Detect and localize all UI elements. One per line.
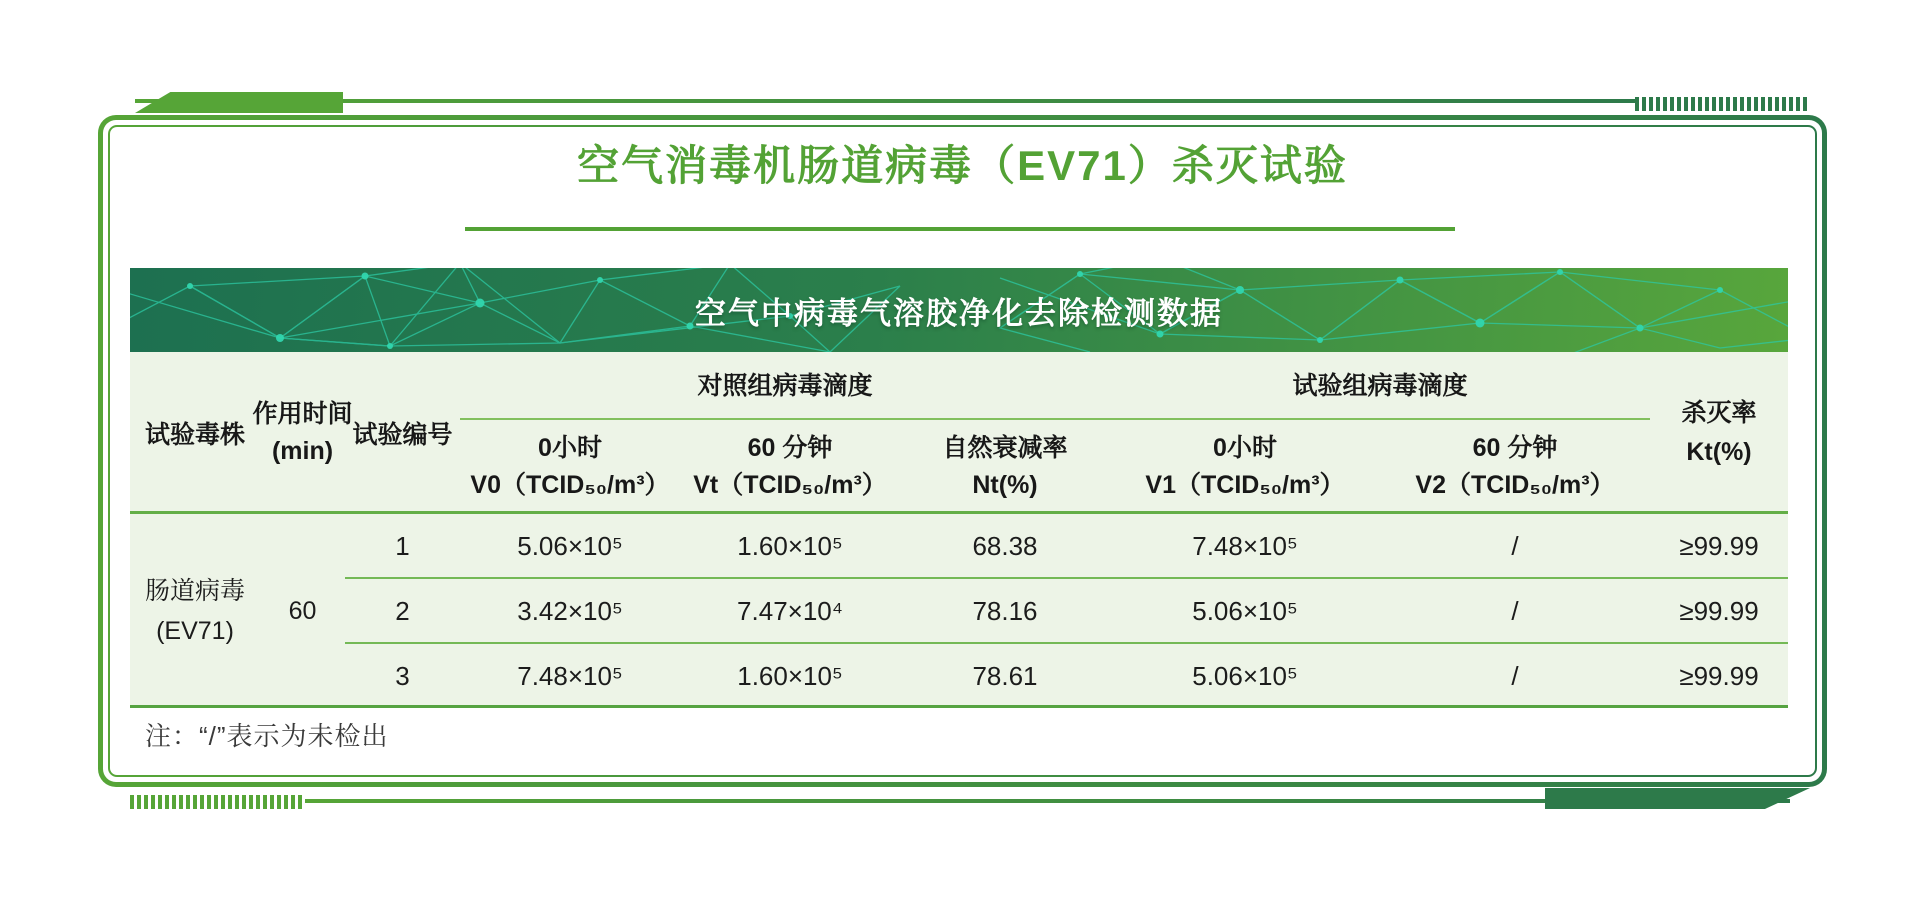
bottom-left-dash-pattern <box>130 795 305 809</box>
col-header-v1 <box>1110 422 1380 512</box>
cell-v2: / <box>1511 530 1519 561</box>
col-header-v0-line2: V0（TCID₅₀/m³） <box>470 471 670 499</box>
cell-nt: 78.61 <box>972 660 1038 691</box>
table-banner <box>130 268 1788 352</box>
merged-cell-time: 60 <box>288 596 317 625</box>
table-body <box>130 514 1788 708</box>
col-header-vt-line1: 60 分钟 <box>747 433 833 462</box>
col-header-v0 <box>460 422 680 512</box>
top-accent-line <box>135 99 1635 103</box>
bottom-right-accent-block <box>1545 788 1810 809</box>
col-header-v1-line1: 0小时 <box>1213 433 1277 462</box>
col-header-v1-line2: V1（TCID₅₀/m³） <box>1145 471 1345 499</box>
cell-kt: ≥99.99 <box>1679 660 1759 691</box>
col-header-strain: 试验毒株 <box>144 421 245 449</box>
table-row <box>130 579 1788 643</box>
col-header-time-line1: 作用时间 <box>252 399 353 428</box>
col-header-vt-line2: Vt（TCID₅₀/m³） <box>693 471 887 499</box>
col-header-nt-line1: 自然衰减率 <box>942 433 1068 462</box>
row-separator-line <box>345 642 1788 644</box>
col-header-v2-line1: 60 分钟 <box>1472 433 1558 462</box>
cell-v0: 7.48×10⁵ <box>517 660 623 691</box>
cell-v1: 7.48×10⁵ <box>1192 530 1298 561</box>
row-separator-line <box>345 577 1788 579</box>
col-header-nt <box>900 422 1110 512</box>
test-group-underline <box>1110 418 1650 420</box>
cell-v1: 5.06×10⁵ <box>1192 660 1298 691</box>
col-header-v2-line2: V2（TCID₅₀/m³） <box>1415 471 1615 499</box>
cell-v2: / <box>1511 660 1519 691</box>
cell-test-no: 2 <box>395 595 410 626</box>
cell-nt: 78.16 <box>972 595 1038 626</box>
cell-v0: 3.42×10⁵ <box>517 595 623 626</box>
col-header-test-no: 试验编号 <box>352 421 453 449</box>
footnote: 注：“/”表示为未检出 <box>145 721 389 751</box>
strain-name-line1: 肠道病毒 <box>144 577 245 605</box>
table-row <box>130 514 1788 578</box>
cell-nt: 68.38 <box>972 530 1038 561</box>
title-underline <box>465 227 1455 231</box>
col-header-kill-rate-line2: Kt(%) <box>1686 438 1752 466</box>
table-bottom-line <box>130 705 1788 708</box>
cell-v0: 5.06×10⁵ <box>517 530 623 561</box>
cell-v2: / <box>1511 595 1519 626</box>
group-header-test: 试验组病毒滴度 <box>1292 372 1468 400</box>
col-header-nt-line2: Nt(%) <box>972 471 1038 499</box>
top-left-accent-block <box>135 92 343 113</box>
cell-kt: ≥99.99 <box>1679 595 1759 626</box>
results-table <box>130 352 1788 708</box>
cell-vt: 1.60×10⁵ <box>737 660 843 691</box>
strain-name-line2: (EV71) <box>156 617 234 645</box>
group-header-control: 对照组病毒滴度 <box>697 372 873 400</box>
banner-title: 空气中病毒气溶胶净化去除检测数据 <box>695 295 1223 331</box>
top-right-dash-pattern <box>1635 97 1810 111</box>
page-title: 空气消毒机肠道病毒（EV71）杀灭试验 <box>577 142 1348 189</box>
cell-v1: 5.06×10⁵ <box>1192 595 1298 626</box>
col-header-v2 <box>1380 422 1650 512</box>
col-header-v0-line1: 0小时 <box>538 433 602 462</box>
cell-test-no: 3 <box>395 660 410 691</box>
col-header-time-line2: (min) <box>271 437 334 465</box>
cell-kt: ≥99.99 <box>1679 530 1759 561</box>
control-group-underline <box>460 418 1110 420</box>
col-header-kill-rate <box>1650 352 1788 514</box>
cell-vt: 1.60×10⁵ <box>737 530 843 561</box>
col-header-time <box>252 352 353 514</box>
table-row <box>130 644 1788 708</box>
cell-vt: 7.47×10⁴ <box>737 595 843 626</box>
cell-test-no: 1 <box>395 530 410 561</box>
col-header-kill-rate-line1: 杀灭率 <box>1681 399 1757 428</box>
col-header-vt <box>680 422 900 512</box>
